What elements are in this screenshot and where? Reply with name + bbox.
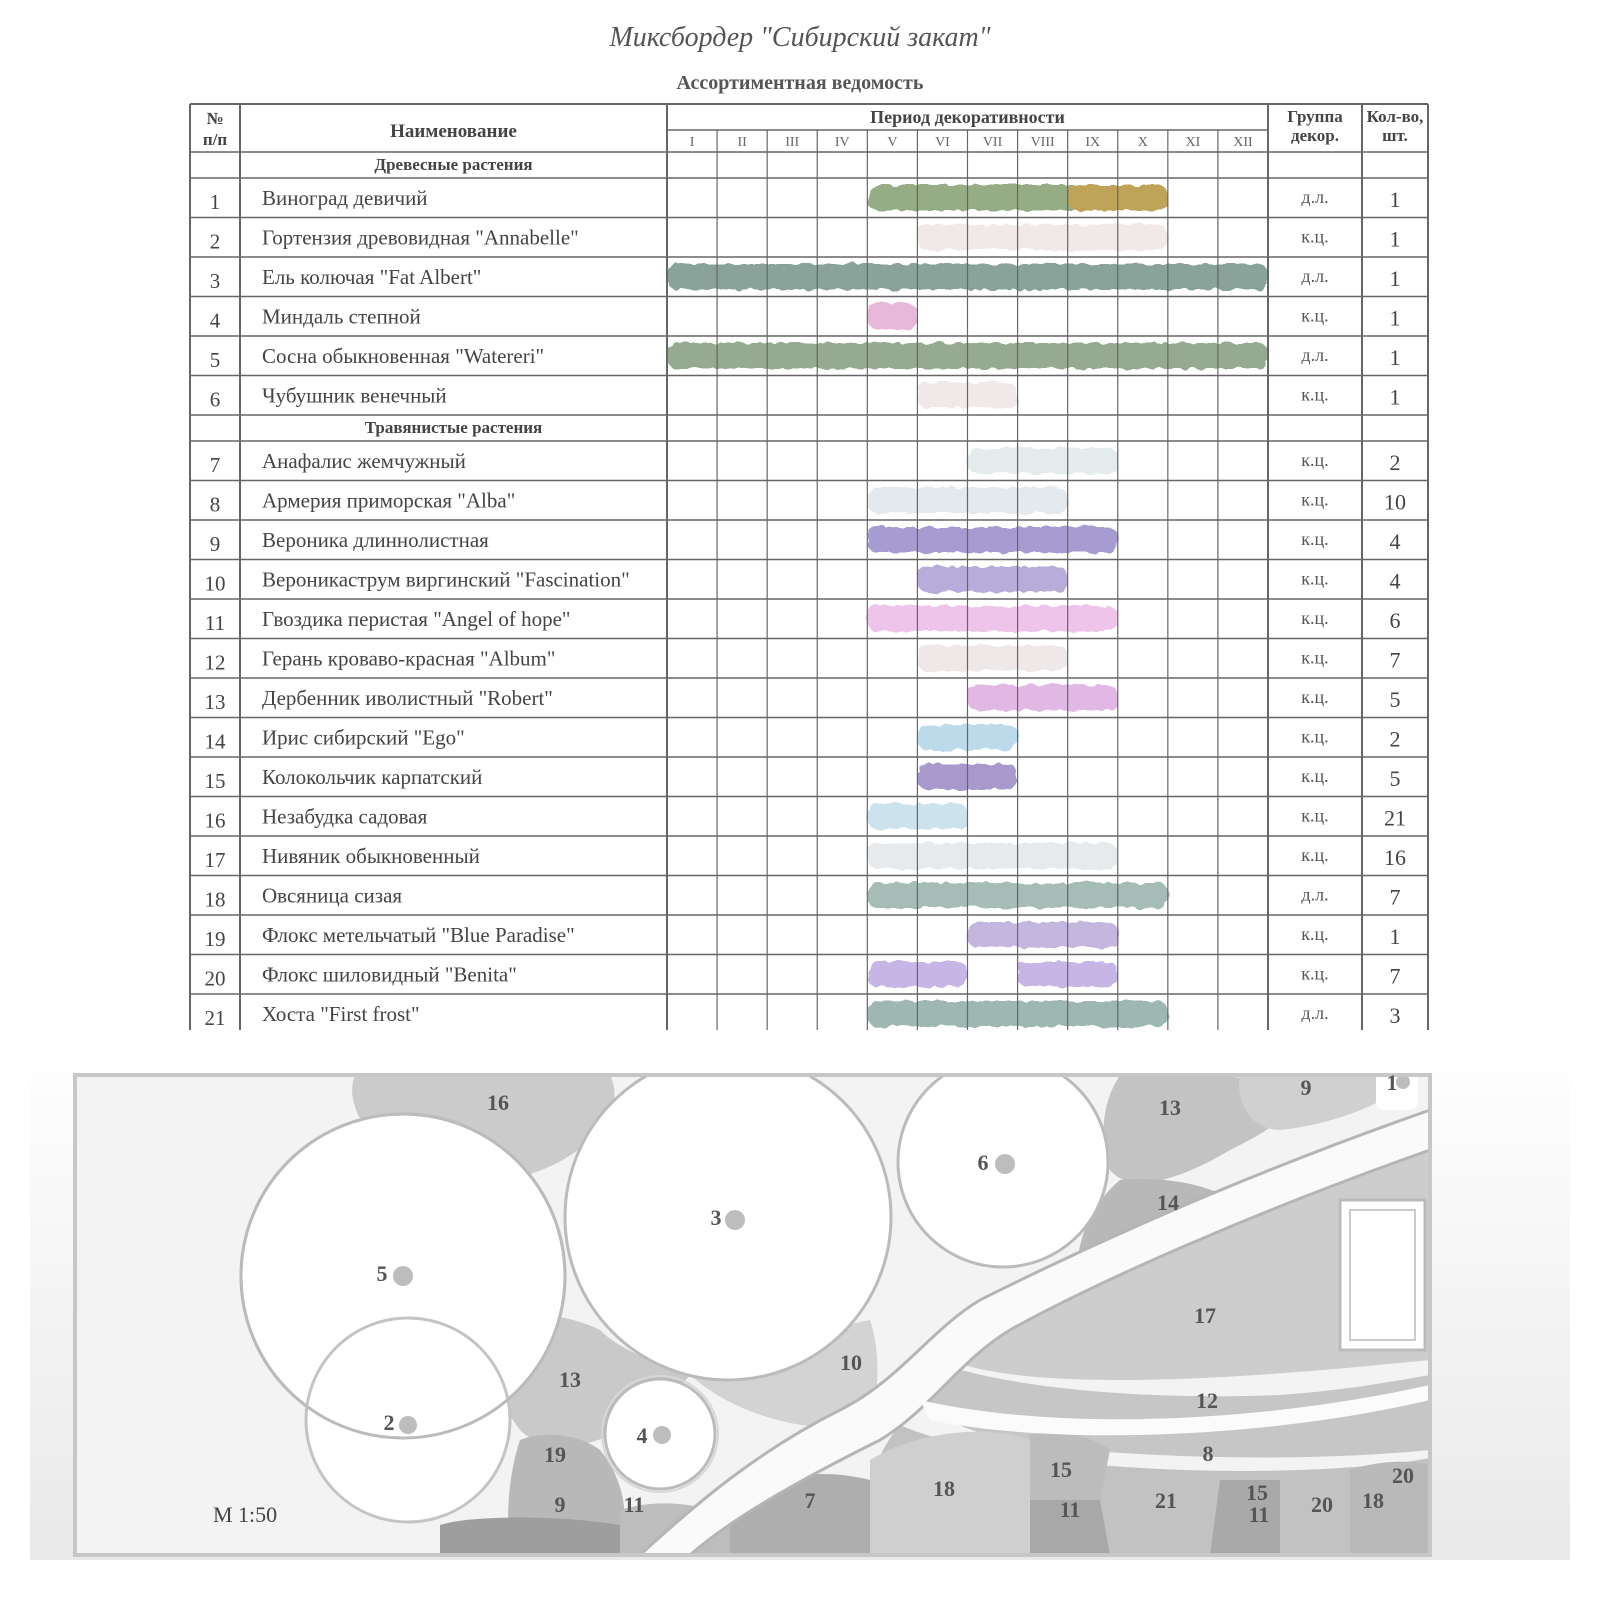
- quantity: 2: [1389, 449, 1401, 475]
- plant-name: Ирис сибирский "Ego": [262, 725, 465, 750]
- decor-group: д.л.: [1301, 265, 1329, 286]
- month-label-2: II: [737, 135, 747, 150]
- quantity: 1: [1389, 305, 1401, 331]
- quantity: 7: [1389, 647, 1401, 673]
- plan-label-1: 1: [1386, 1070, 1398, 1095]
- plant-name: Незабудка садовая: [262, 804, 428, 829]
- quantity: 1: [1389, 226, 1401, 252]
- decor-group: к.ц.: [1301, 607, 1329, 628]
- plant-name: Колокольчик карпатский: [262, 764, 483, 789]
- plant-name: Армерия приморская "Alba": [262, 488, 516, 513]
- row-number: 18: [204, 887, 226, 912]
- header-num: п/п: [202, 130, 228, 149]
- header-group: Группа: [1287, 107, 1343, 126]
- month-label-7: VII: [982, 135, 1003, 150]
- decor-group: к.ц.: [1301, 528, 1329, 549]
- plan-label-9: 9: [554, 1492, 566, 1517]
- section-label: Древесные растения: [374, 155, 533, 174]
- month-label-10: X: [1137, 135, 1148, 150]
- plant-name: Сосна обыкновенная "Watereri": [262, 343, 545, 368]
- header-qty: Кол-во,: [1366, 107, 1424, 126]
- row-number: 7: [209, 452, 221, 477]
- row-number: 15: [204, 768, 226, 793]
- quantity: 5: [1389, 765, 1401, 791]
- quantity: 1: [1389, 186, 1401, 212]
- row-number: 1: [209, 189, 221, 214]
- header-group: декор.: [1291, 126, 1339, 145]
- quantity: 1: [1389, 265, 1401, 291]
- decor-group: к.ц.: [1301, 384, 1329, 405]
- quantity: 6: [1389, 607, 1401, 633]
- row-number: 14: [204, 729, 226, 754]
- trunk-6: [995, 1154, 1015, 1174]
- trunk-2: [399, 1416, 417, 1434]
- plan-label-16: 16: [487, 1090, 509, 1115]
- quantity: 4: [1389, 568, 1401, 594]
- plant-name: Анафалис жемчужный: [262, 448, 466, 473]
- plant-name: Герань кроваво-красная "Album": [262, 646, 556, 671]
- bloom-bar-19: [968, 922, 1118, 948]
- plan-label-18: 18: [1362, 1488, 1384, 1513]
- trunk-5: [393, 1266, 413, 1286]
- plan-label-5: 5: [376, 1261, 388, 1286]
- row-number: 21: [204, 1005, 226, 1030]
- decor-group: д.л.: [1301, 186, 1329, 207]
- section-label: Травянистые растения: [364, 418, 543, 437]
- plant-name: Чубушник венечный: [262, 383, 447, 408]
- month-label-4: IV: [834, 135, 850, 150]
- plan-label-13: 13: [559, 1367, 581, 1392]
- plan-label-11: 11: [623, 1492, 645, 1517]
- bloom-bar-2: [917, 225, 1167, 251]
- plan-label-20: 20: [1311, 1492, 1333, 1517]
- decor-group: к.ц.: [1301, 726, 1329, 747]
- row-number: 9: [209, 531, 221, 556]
- decor-group: д.л.: [1301, 344, 1329, 365]
- plan-label-4: 4: [636, 1423, 648, 1448]
- trunk-1: [1396, 1075, 1410, 1089]
- month-label-11: XI: [1185, 135, 1201, 150]
- plant-name: Овсяница сизая: [262, 883, 403, 908]
- plan-label-6: 6: [977, 1150, 989, 1175]
- plan-label-12: 12: [1196, 1388, 1218, 1413]
- decor-group: к.ц.: [1301, 489, 1329, 510]
- plan-label-17: 17: [1194, 1303, 1216, 1328]
- row-number: 16: [204, 808, 226, 833]
- plan-label-11: 11: [1059, 1497, 1081, 1522]
- page-subtitle: Ассортиментная ведомость: [676, 72, 924, 94]
- month-label-3: III: [785, 135, 800, 150]
- plan-label-10: 10: [840, 1350, 862, 1375]
- quantity: 7: [1389, 884, 1401, 910]
- planting-plan: [0, 1030, 1600, 1592]
- table-text: [203, 107, 1424, 1030]
- trunk-4: [653, 1426, 671, 1444]
- quantity: 5: [1389, 686, 1401, 712]
- quantity: 21: [1384, 805, 1406, 831]
- plan-label-11: 11: [1248, 1502, 1270, 1527]
- bench: [1340, 1200, 1425, 1350]
- plant-name: Гортензия древовидная "Annabelle": [262, 225, 579, 250]
- plant-name: Вероника длиннолистная: [262, 527, 489, 552]
- plan-label-3: 3: [710, 1205, 722, 1230]
- decor-group: к.ц.: [1301, 449, 1329, 470]
- month-label-5: V: [887, 135, 898, 150]
- plan-label-18: 18: [933, 1476, 955, 1501]
- row-number: 6: [209, 387, 221, 412]
- bloom-bar-12: [917, 646, 1067, 672]
- row-number: 20: [204, 966, 226, 991]
- decor-group: к.ц.: [1301, 805, 1329, 826]
- month-label-1: I: [689, 135, 695, 150]
- plant-name: Ель колючая "Fat Albert": [262, 264, 482, 289]
- plan-label-14: 14: [1157, 1190, 1179, 1215]
- plan-label-8: 8: [1202, 1441, 1214, 1466]
- plan-label-19: 19: [544, 1442, 566, 1467]
- plant-name: Гвоздика перистая "Angel of hope": [262, 606, 571, 631]
- plant-name: Виноград девичий: [262, 185, 428, 210]
- scale-label: М 1:50: [213, 1502, 278, 1527]
- plan-label-2: 2: [383, 1410, 395, 1435]
- decor-group: к.ц.: [1301, 765, 1329, 786]
- header-period: Период декоративности: [870, 107, 1065, 127]
- decor-group: к.ц.: [1301, 568, 1329, 589]
- quantity: 1: [1389, 344, 1401, 370]
- plan-label-9: 9: [1300, 1075, 1312, 1100]
- decor-group: д.л.: [1301, 884, 1329, 905]
- decor-group: к.ц.: [1301, 647, 1329, 668]
- header-num: №: [206, 109, 224, 128]
- decor-group: д.л.: [1301, 1002, 1329, 1023]
- row-number: 19: [204, 926, 226, 951]
- bloom-bar-4: [867, 304, 917, 330]
- month-label-9: IX: [1085, 135, 1101, 150]
- decor-group: к.ц.: [1301, 305, 1329, 326]
- quantity: 10: [1384, 489, 1406, 515]
- row-number: 3: [209, 268, 221, 293]
- row-number: 4: [209, 308, 221, 333]
- bloom-bar-13: [968, 685, 1118, 711]
- plant-name: Хоста "First frost": [262, 1001, 420, 1026]
- month-label-8: VIII: [1030, 135, 1055, 150]
- bloom-bar-17: [867, 843, 1117, 869]
- decor-group: к.ц.: [1301, 686, 1329, 707]
- header-name: Наименование: [390, 121, 517, 142]
- quantity: 4: [1389, 528, 1401, 554]
- month-label-12: XII: [1233, 135, 1253, 150]
- row-number: 2: [209, 229, 221, 254]
- bloom-bar-9: [867, 527, 1117, 553]
- plant-name: Флокс метельчатый "Blue Paradise": [262, 922, 575, 947]
- patch-9-bottom: [440, 1518, 620, 1556]
- decor-group: к.ц.: [1301, 844, 1329, 865]
- bloom-bar-10: [917, 567, 1067, 593]
- quantity: 1: [1389, 384, 1401, 410]
- plan-label-20: 20: [1392, 1463, 1414, 1488]
- plant-name: Флокс шиловидный "Benita": [262, 962, 517, 987]
- plant-name: Миндаль степной: [262, 304, 421, 329]
- row-number: 11: [204, 610, 226, 635]
- quantity: 2: [1389, 726, 1401, 752]
- decor-group: к.ц.: [1301, 923, 1329, 944]
- plant-name: Дербенник иволистный "Robert": [262, 685, 553, 710]
- bloom-bar-11: [867, 606, 1117, 632]
- quantity: 1: [1389, 923, 1401, 949]
- row-number: 10: [204, 571, 226, 596]
- quantity: 3: [1389, 1002, 1401, 1028]
- plan-label-13: 13: [1159, 1095, 1181, 1120]
- plan-label-7: 7: [804, 1488, 816, 1513]
- patch-15-11-right: [1210, 1480, 1280, 1555]
- row-number: 12: [204, 650, 226, 675]
- plan-label-15: 15: [1050, 1457, 1072, 1482]
- bloom-bar-7: [968, 448, 1118, 474]
- quantity: 7: [1389, 963, 1401, 989]
- row-number: 17: [204, 847, 226, 872]
- header-qty: шт.: [1382, 126, 1408, 145]
- page-title: Миксбордер "Сибирский закат": [609, 22, 991, 53]
- month-label-6: VI: [935, 135, 950, 150]
- decor-group: к.ц.: [1301, 226, 1329, 247]
- plan-label-15: 15: [1246, 1480, 1268, 1505]
- quantity: 16: [1384, 844, 1406, 870]
- row-number: 5: [209, 347, 221, 372]
- plan-label-21: 21: [1155, 1488, 1177, 1513]
- plant-name: Вероникаструм виргинский "Fascination": [262, 567, 630, 592]
- row-number: 8: [209, 492, 221, 517]
- trunk-3: [725, 1210, 745, 1230]
- plant-name: Нивяник обыкновенный: [262, 843, 480, 868]
- row-number: 13: [204, 689, 226, 714]
- decor-group: к.ц.: [1301, 963, 1329, 984]
